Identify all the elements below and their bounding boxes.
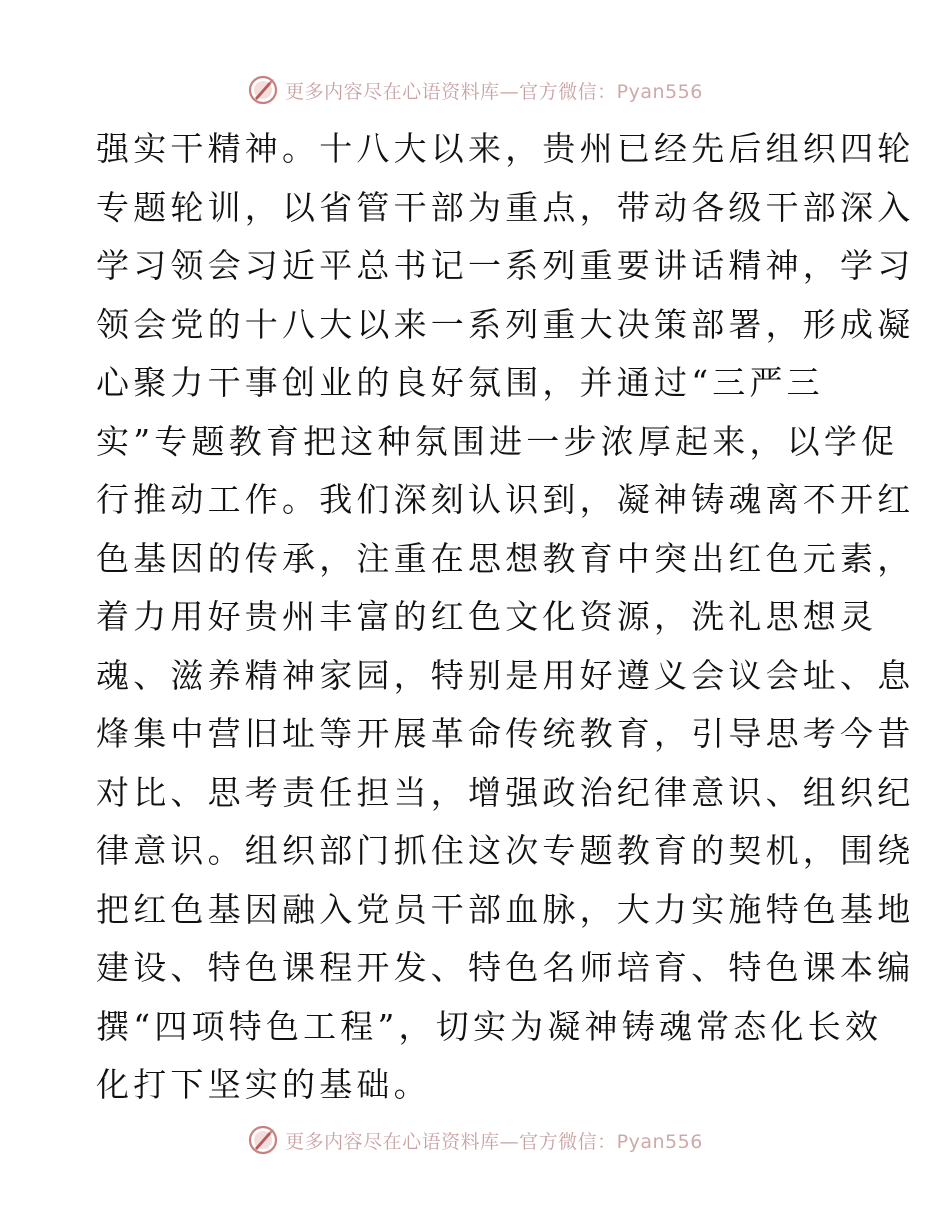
text-line: 心聚力干事创业的良好氛围，并通过“三严三	[96, 363, 824, 402]
text-line: 领会党的十八大以来一系列重大决策部署，形成凝	[96, 304, 915, 344]
text-line: 专题轮训，以省管干部为重点，带动各级干部深入	[96, 187, 915, 227]
feather-pen-logo-icon	[247, 1124, 279, 1156]
footer-watermark	[0, 1122, 950, 1158]
watermark-main-text: 更多内容尽在心语资料库—官方微信：	[285, 1130, 617, 1153]
text-line: 强实干精神。十八大以来，贵州已经先后组织四轮	[96, 129, 915, 168]
text-line: 把红色基因融入党员干部血脉，大力实施特色基地	[96, 889, 915, 929]
text-line: 对比、思考责任担当，增强政治纪律意识、组织纪	[96, 772, 915, 812]
text-line: 建设、特色课程开发、特色名师培育、特色课本编	[96, 948, 915, 987]
text-line: 实”专题教育把这种氛围进一步浓厚起来，以学促	[96, 421, 899, 461]
text-line: 化打下坚实的基础。	[96, 1065, 431, 1104]
watermark-contact: Pyan556	[616, 80, 703, 103]
watermark-text	[285, 77, 703, 104]
watermark-main-text: 更多内容尽在心语资料库—官方微信：	[285, 80, 617, 103]
text-line: 魂、滋养精神家园，特别是用好遵义会议会址、息	[96, 655, 915, 695]
document-body	[96, 120, 915, 1115]
text-line: 行推动工作。我们深刻认识到，凝神铸魂离不开红	[96, 480, 915, 519]
text-line: 着力用好贵州丰富的红色文化资源，洗礼思想灵	[96, 597, 878, 636]
text-line: 色基因的传承，注重在思想教育中突出红色元素，	[96, 538, 915, 578]
watermark-text	[285, 1127, 703, 1154]
text-line: 撰“四项特色工程”，切实为凝神铸魂常态化长效	[96, 1006, 883, 1046]
text-line: 烽集中营旧址等开展革命传统教育，引导思考今昔	[96, 714, 915, 753]
text-line: 律意识。组织部门抓住这次专题教育的契机，围绕	[96, 831, 915, 870]
header-watermark	[0, 72, 950, 108]
watermark-contact: Pyan556	[616, 1130, 703, 1153]
text-line: 学习领会习近平总书记一系列重要讲话精神，学习	[96, 246, 915, 285]
feather-pen-logo-icon	[247, 74, 279, 106]
